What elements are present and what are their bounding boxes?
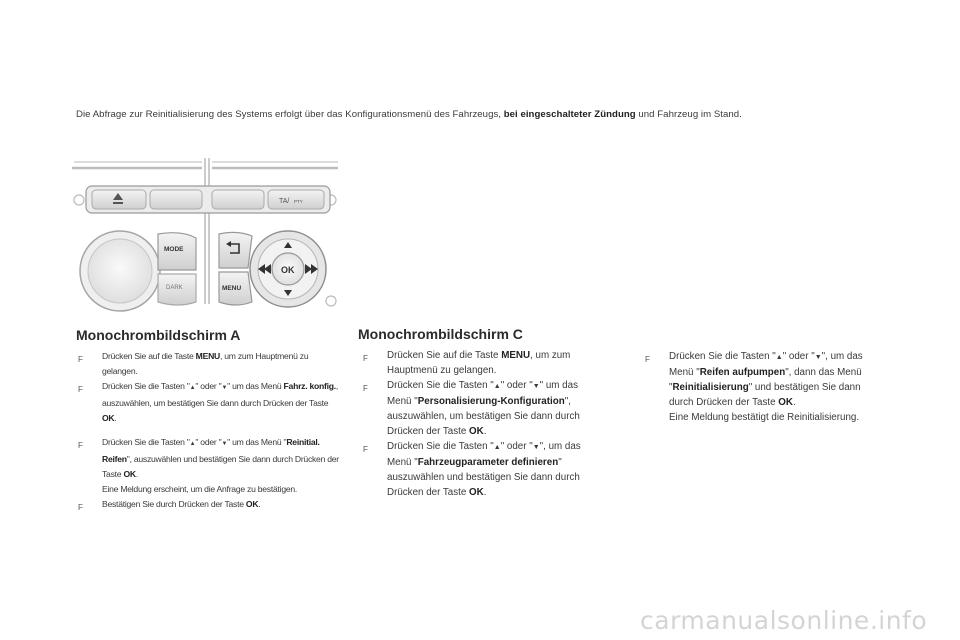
dark-label: DARK [166, 285, 183, 291]
arrow-up-icon: ▲ [775, 354, 783, 361]
bullet-icon: F [645, 355, 650, 364]
list-item: F Bestätigen Sie durch Drücken der Taste OK. [78, 497, 340, 512]
arrow-down-icon: ▼ [814, 354, 822, 361]
section-c-title: Monochrombildschirm C [358, 326, 523, 342]
bullet-icon: F [363, 445, 368, 454]
list-item: F Drücken Sie die Tasten "▲" oder "▼", um das Menü "Fahrzeugparameter definieren" auszuwählen und bestätigen Sie dann durch Drücken der Taste OK. [363, 441, 581, 498]
list-item: F Drücken Sie auf die Taste MENU, um zum Hauptmenü zu gelangen. [363, 350, 571, 376]
section-a-title: Monochrombildschirm A [76, 327, 241, 343]
ok-label: OK [281, 265, 295, 275]
arrow-up-icon: ▲ [189, 385, 196, 391]
intro-part1: Die Abfrage zur Reinitialisierung des Systems erfolgt über das Konfigurationsmenü des Fahrzeugs, [76, 109, 504, 120]
bullet-icon: F [78, 385, 83, 394]
arrow-down-icon: ▼ [221, 385, 228, 391]
list-item: F Drücken Sie auf die Taste MENU, um zum Hauptmenü zu gelangen. [78, 351, 309, 376]
section-a-steps [78, 349, 340, 426]
list-item: F Drücken Sie die Tasten "▲" oder "▼" um das Menü "Reinitial. Reifen", auszuwählen und bestätigen Sie dann durch Drücken der Taste OK. Eine Meldung erscheint, um die Anfrage zu bestätigen. [78, 437, 339, 494]
section-a-steps-2 [78, 435, 340, 512]
arrow-up-icon: ▲ [493, 383, 501, 390]
menu-label: MENU [222, 285, 242, 292]
arrow-down-icon: ▼ [221, 441, 228, 447]
bullet-icon: F [78, 355, 83, 364]
bullet-icon: F [78, 441, 83, 450]
intro-bold: bei eingeschalteter Zündung [503, 109, 636, 120]
intro-text [76, 109, 936, 120]
bullet-icon: F [363, 384, 368, 393]
section-a-note: Eine Meldung erscheint, um die Anfrage zu bestätigen. [102, 484, 298, 494]
watermark: carmanualsonline.info [640, 606, 928, 635]
control-panel-illustration [72, 156, 342, 316]
ta-label: TA/ [279, 198, 290, 205]
list-item: F Drücken Sie die Tasten "▲" oder "▼", um das Menü "Reifen aufpumpen", dann das Menü "Reinitialisierung" und bestätigen Sie dann durch Drücken der Taste OK. Eine Meldung bestätigt die Reinitialisierung. [645, 351, 863, 423]
pty-label: PTY [294, 199, 303, 204]
section-right-note: Eine Meldung bestätigt die Reinitialisierung. [669, 412, 860, 423]
list-item: F Drücken Sie die Tasten "▲" oder "▼" um das Menü Fahrz. konfig., auszuwählen, um bestätigen Sie dann durch Drücken der Taste OK. [78, 381, 339, 423]
control-panel-drawing [72, 156, 342, 316]
arrow-down-icon: ▼ [532, 444, 540, 451]
bullet-icon: F [78, 503, 83, 512]
list-item: F Drücken Sie die Tasten "▲" oder "▼" um das Menü "Personalisierung-Konfiguration", auszuwählen, um bestätigen Sie dann durch Drücken der Taste OK. [363, 380, 580, 437]
intro-part2: und Fahrzeug im Stand. [635, 109, 742, 120]
section-right-steps [645, 349, 885, 425]
arrow-up-icon: ▲ [493, 444, 501, 451]
arrow-down-icon: ▼ [532, 383, 540, 390]
mode-label: MODE [164, 246, 184, 253]
arrow-up-icon: ▲ [189, 441, 196, 447]
bullet-icon: F [363, 354, 368, 363]
section-c-steps [363, 348, 603, 500]
